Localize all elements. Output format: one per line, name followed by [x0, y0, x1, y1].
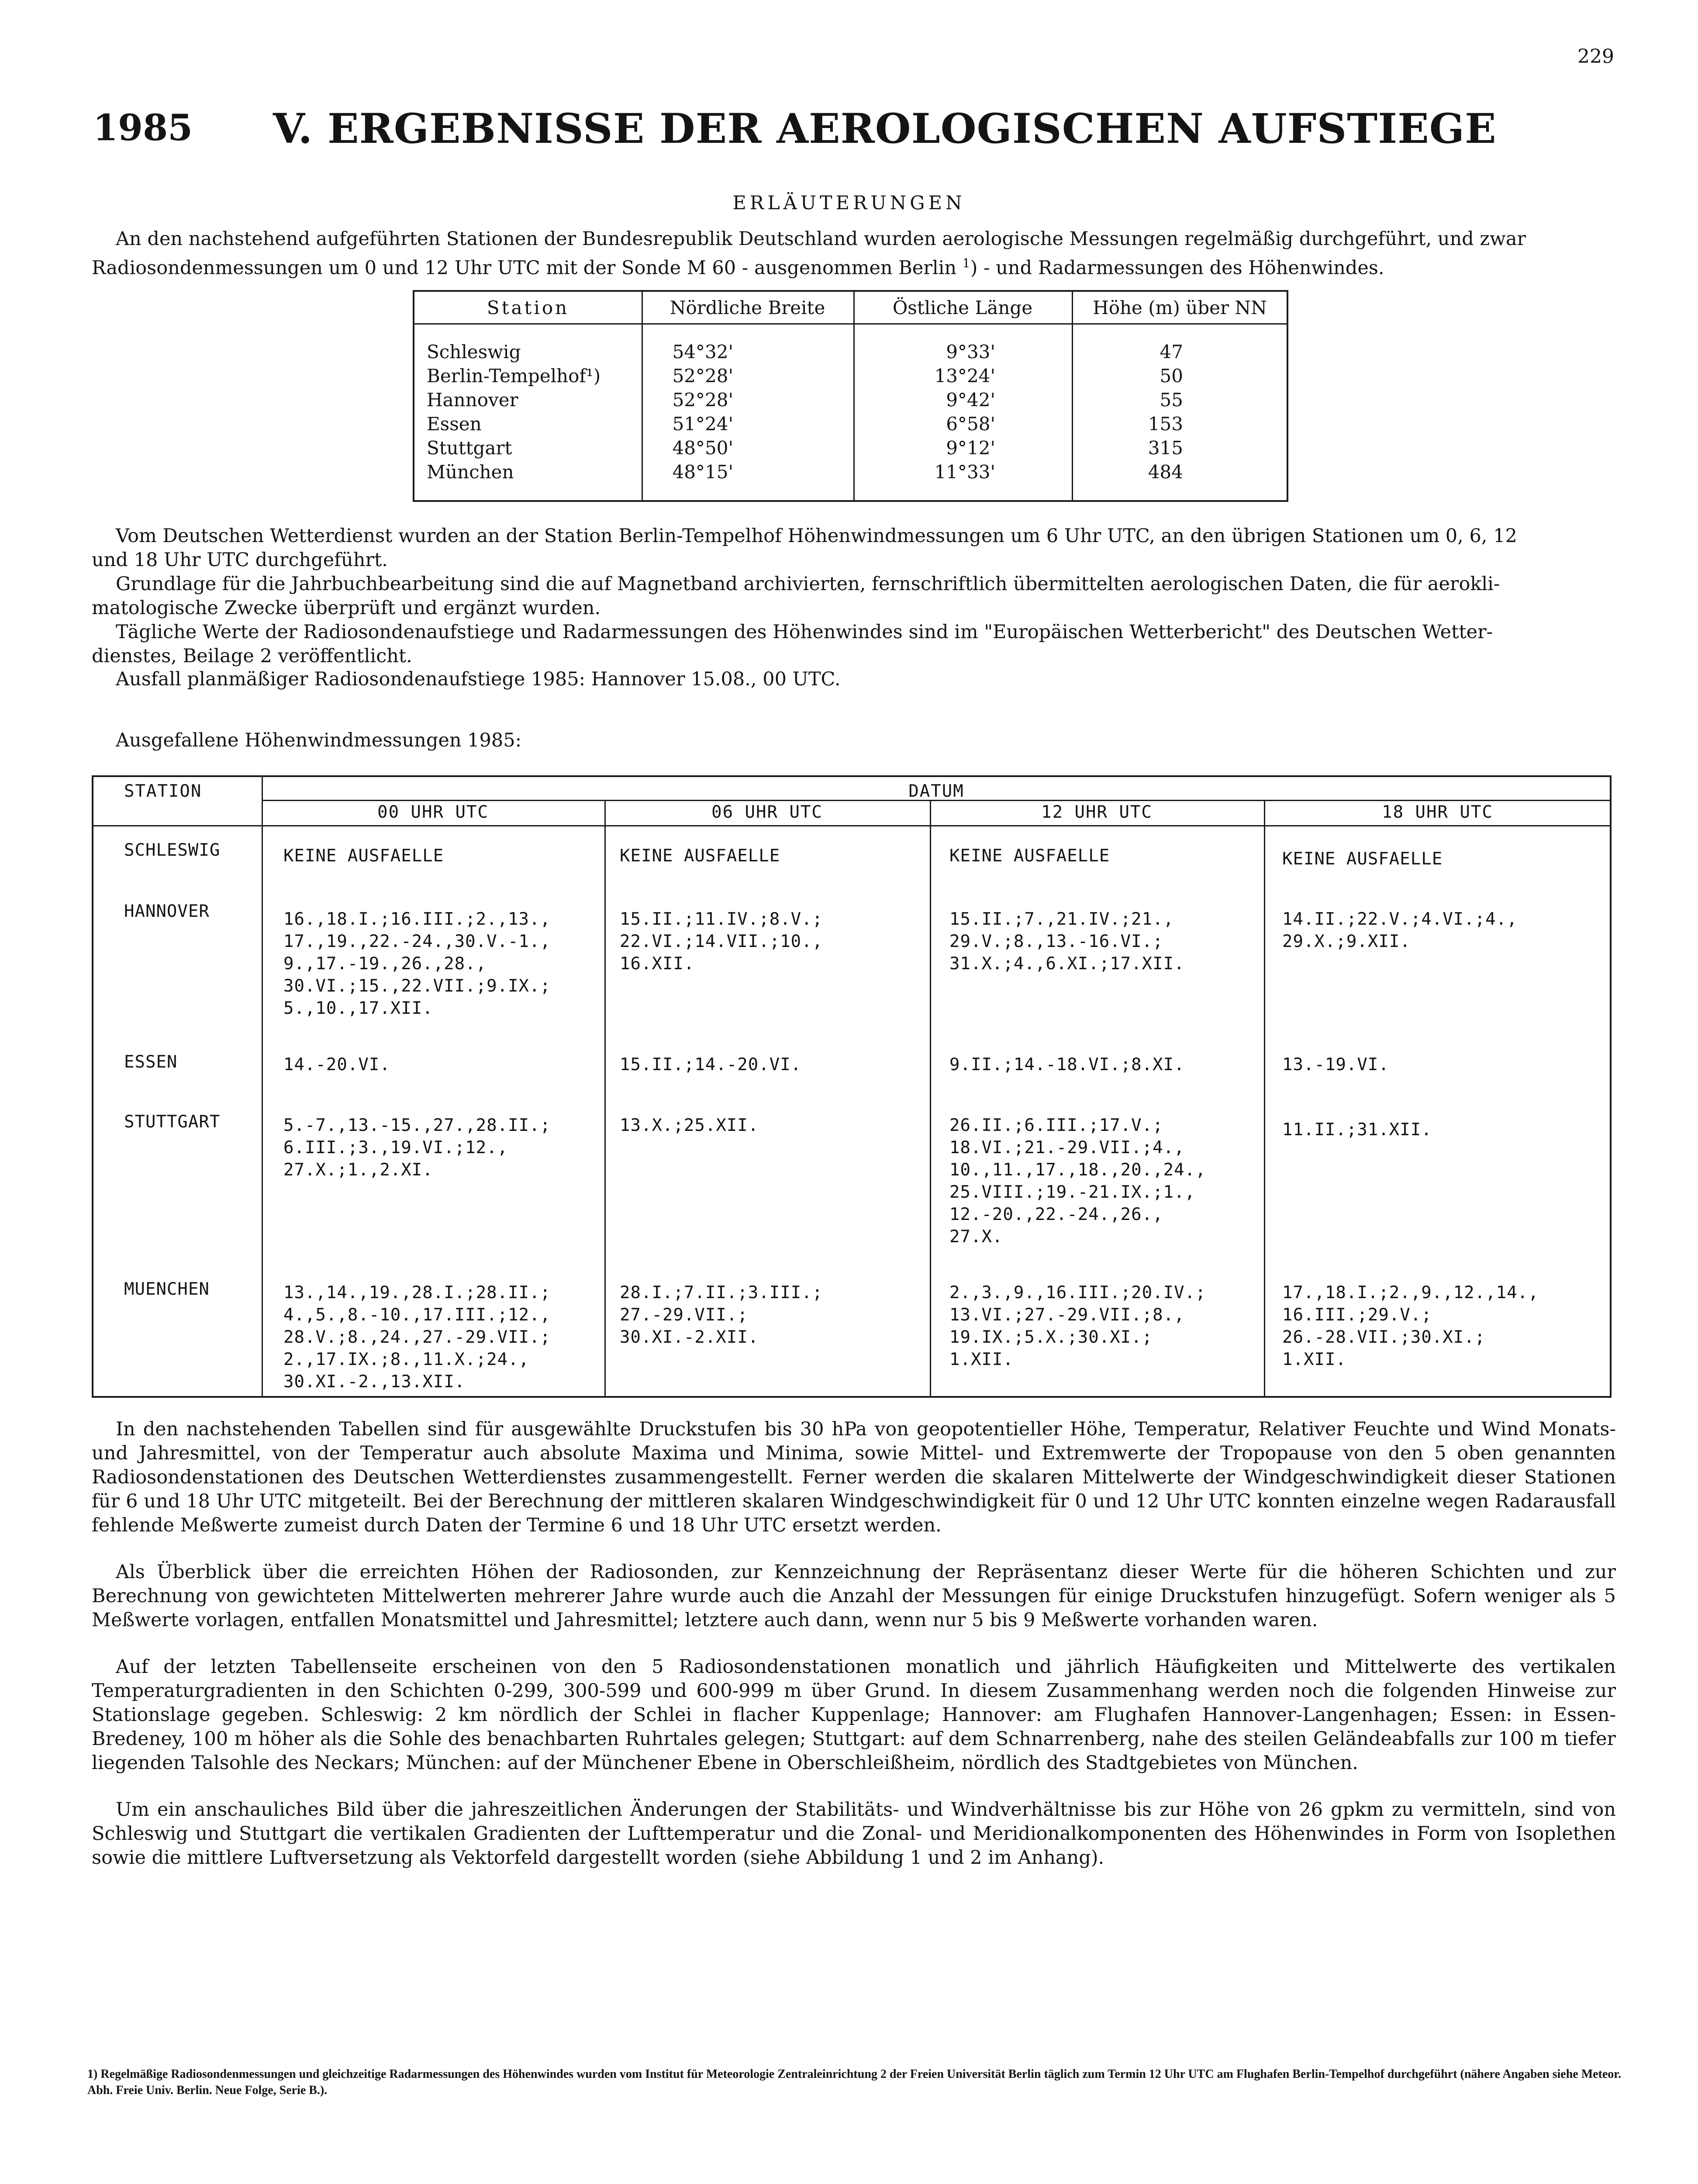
page-number: 229	[1577, 45, 1614, 68]
outage-cell-18: 14.II.;22.V.;4.VI.;4., 29.X.;9.XII.	[1282, 909, 1518, 951]
footnote: 1) Regelmäßige Radiosondenmessungen und gleichzeitige Radarmessungen des Höhenwindes wurden vom Institut für Meteorologie Zentraleinrichtung 2 der Freien Universität Berlin täglich zum Termin 12 Uhr UTC am Flughafen Berlin-Tempelhof durchgeführt (nähere Angaben siehe Meteor. Abh. Freie Univ. Berlin. Neue Folge, Serie B.).	[87, 2067, 1622, 2097]
note-1-line-1: Vom Deutschen Wetterdienst wurden an der Station Berlin-Tempelhof Höhenwindmessungen um 6 Uhr UTC, an den übrigen Stationen um 0, 6, 12	[116, 525, 1517, 547]
outage-station: HANNOVER	[124, 902, 210, 921]
outage-header-12: 12 UHR UTC	[1041, 802, 1153, 822]
outage-cell-12: 15.II.;7.,21.IV.;21., 29.V.;8.,13.-16.VI.; 31.X.;4.,6.XI.;17.XII.	[949, 909, 1185, 974]
outage-cell-18: 17.,18.I.;2.,9.,12.,14., 16.III.;29.V.; 26.-28.VII.;30.XI.; 1.XII.	[1282, 1283, 1539, 1369]
bottom-paragraph-4: Um ein anschauliches Bild über die jahreszeitlichen Änderungen der Stabilitäts- und Windverhältnisse bis zur Höhe von 26 gpkm zu vermitteln, sind von Schleswig und Stuttgart die vertikalen Gradienten der Lufttemperatur und die Zonal- und Meridionalkomponenten des Höhenwindes in Form von Isoplethen sowie die mittlere Luftversetzung als Vektorfeld dargestellt worden (siehe Abbildung 1 und 2 im Anhang).	[92, 1799, 1616, 1869]
outage-cell-12: KEINE AUSFAELLE	[949, 846, 1110, 866]
section-heading: ERLÄUTERUNGEN	[732, 192, 966, 214]
bottom-paragraph-3: Auf der letzten Tabellenseite erscheinen von den 5 Radiosondenstationen monatlich und jährlich Häufigkeiten und Mittelwerte des vertikalen Temperaturgradienten in den Schichten 0-299, 300-599 und 600-999 m über Grund. In diesem Zusammenhang werden noch die folgenden Hinweise zur Stationslage gegeben. Schleswig: 2 km nördlich der Schlei in flacher Kuppenlage; Hannover: am Flughafen Hannover-Langenhagen; Essen: in Essen-Bredeney, 100 m höher als die Sohle des benachbarten Ruhrtales gelegen; Stuttgart: auf dem Schnarrenberg, nahe des steilen Geländeabfalls zur 100 m tiefer liegenden Talsohle des Neckars; München: auf der Münchener Ebene in Oberschleißheim, nördlich des Stadtgebietes von München.	[92, 1656, 1616, 1774]
station-hoehe: 47	[1160, 341, 1183, 363]
outage-header-station: STATION	[124, 781, 202, 801]
station-name: Berlin-Tempelhof¹)	[427, 365, 601, 387]
outage-station: MUENCHEN	[124, 1279, 210, 1299]
outage-header-00: 00 UHR UTC	[377, 802, 489, 822]
note-2-line-1: Grundlage für die Jahrbuchbearbeitung sind die auf Magnetband archivierten, fernschriftlich übermittelten aerologischen Daten, die für aerokli-	[116, 573, 1500, 595]
ausfall-planmaessig: Ausfall planmäßiger Radiosondenaufstiege 1985: Hannover 15.08., 00 UTC.	[116, 668, 841, 690]
header-station: Station	[487, 297, 569, 318]
station-name: Essen	[427, 413, 482, 435]
note-3-line-1: Tägliche Werte der Radiosondenaufstiege und Radarmessungen des Höhenwindes sind im "Europäischen Wetterbericht" des Deutschen Wetter-	[116, 621, 1493, 643]
outage-cell-06: 13.X.;25.XII.	[620, 1116, 759, 1135]
outage-cell-00: KEINE AUSFAELLE	[283, 846, 444, 866]
station-laenge: 6°58'	[946, 413, 995, 435]
intro-paragraph	[92, 227, 1603, 280]
outage-cell-00: 14.-20.VI.	[283, 1055, 390, 1075]
ausgefallen-heading: Ausgefallene Höhenwindmessungen 1985:	[116, 729, 522, 751]
station-breite: 48°15'	[672, 461, 733, 483]
outage-header-datum: DATUM	[908, 781, 964, 801]
note-2-line-2: matologische Zwecke überprüft und ergänzt wurden.	[92, 597, 601, 619]
header-breite: Nördliche Breite	[670, 297, 825, 318]
outage-station: ESSEN	[124, 1052, 178, 1072]
station-name: Stuttgart	[427, 437, 512, 459]
station-breite: 52°28'	[672, 389, 733, 411]
outage-cell-18: 13.-19.VI.	[1282, 1055, 1389, 1075]
station-laenge: 9°42'	[946, 389, 995, 411]
station-hoehe: 55	[1160, 389, 1183, 411]
station-laenge: 11°33'	[934, 461, 995, 483]
intro-line-2-a: Radiosondenmessungen um 0 und 12 Uhr UTC mit der Sonde M 60 - ausgenommen Berlin	[92, 257, 957, 279]
outage-station: STUTTGART	[124, 1112, 221, 1132]
page-title: V. ERGEBNISSE DER AEROLOGISCHEN AUFSTIEGE	[273, 105, 1497, 153]
station-laenge: 9°33'	[946, 341, 995, 363]
bottom-paragraph-2: Als Überblick über die erreichten Höhen der Radiosonden, zur Kennzeichnung der Repräsentanz dieser Werte für die höheren Schichten und zur Berechnung von gewichteten Mittelwerten mehrerer Jahre wurde auch die Anzahl der Messungen für einige Druckstufen hinzugefügt. Sofern weniger als 5 Meßwerte vorlagen, entfallen Monatsmittel und Jahresmittel; letztere auch dann, wenn nur 5 bis 9 Meßwerte vorhanden waren.	[92, 1561, 1616, 1631]
station-breite: 51°24'	[672, 413, 733, 435]
outage-cell-06: KEINE AUSFAELLE	[620, 846, 780, 866]
station-hoehe: 315	[1148, 437, 1183, 459]
outage-cell-18: 11.II.;31.XII.	[1282, 1120, 1432, 1140]
station-hoehe: 484	[1148, 461, 1183, 483]
note-1-line-2: und 18 Uhr UTC durchgeführt.	[92, 549, 388, 571]
outage-header-18: 18 UHR UTC	[1382, 802, 1493, 822]
bottom-paragraphs	[92, 1417, 1616, 1893]
note-3-line-2: dienstes, Beilage 2 veröffentlicht.	[92, 645, 412, 667]
station-hoehe: 153	[1148, 413, 1183, 435]
station-hoehe: 50	[1160, 365, 1183, 387]
header-hoehe: Höhe (m) über NN	[1093, 297, 1267, 318]
notes-paragraphs	[92, 524, 1616, 668]
footnote-marker: 1	[962, 256, 970, 270]
station-laenge: 13°24'	[934, 365, 995, 387]
bottom-paragraph-1: In den nachstehenden Tabellen sind für ausgewählte Druckstufen bis 30 hPa von geopotentieller Höhe, Temperatur, Relativer Feuchte und Wind Monats- und Jahresmittel, von der Temperatur auch absolute Maxima und Minima, sowie Mittel- und Extremwerte der Tropopause von den 5 oben genannten Radiosondenstationen des Deutschen Wetterdienstes zusammengestellt. Ferner werden die skalaren Mittelwerte der Windgeschwindigkeit dieser Stationen für 6 und 18 Uhr UTC mitgeteilt. Bei der Berechnung der mittleren skalaren Windgeschwindigkeit für 0 und 12 Uhr UTC konnten einzelne wegen Radarausfall fehlende Meßwerte zumeist durch Daten der Termine 6 und 18 Uhr UTC ersetzt werden.	[92, 1418, 1616, 1536]
outage-cell-18: KEINE AUSFAELLE	[1282, 849, 1443, 869]
outage-cell-12: 2.,3.,9.,16.III.;20.IV.; 13.VI.;27.-29.VII.;8., 19.IX.;5.X.;30.XI.; 1.XII.	[949, 1283, 1206, 1369]
station-name: Hannover	[427, 389, 518, 411]
station-breite: 48°50'	[672, 437, 733, 459]
station-name: München	[427, 461, 514, 483]
outage-header-06: 06 UHR UTC	[711, 802, 823, 822]
outage-cell-00: 13.,14.,19.,28.I.;28.II.; 4.,5.,8.-10.,17.III.;12., 28.V.;8.,24.,27.-29.VII.; 2.,17.IX.;8.,11.X.;24., 30.XI.-2.,13.XII.	[283, 1283, 551, 1392]
header-laenge: Östliche Länge	[892, 297, 1033, 318]
outage-station: SCHLESWIG	[124, 840, 221, 860]
station-table	[413, 290, 1288, 502]
station-breite: 52°28'	[672, 365, 733, 387]
outage-cell-00: 16.,18.I.;16.III.;2.,13., 17.,19.,22.-24.,30.V.-1., 9.,17.-19.,26.,28., 30.VI.;15.,22.VII.;9.IX.; 5.,10.,17.XII.	[283, 909, 551, 1018]
outage-cell-00: 5.-7.,13.-15.,27.,28.II.; 6.III.;3.,19.VI.;12., 27.X.;1.,2.XI.	[283, 1116, 551, 1180]
station-laenge: 9°12'	[946, 437, 995, 459]
intro-line-2-b: ) - und Radarmessungen des Höhenwindes.	[970, 257, 1384, 279]
outage-cell-06: 15.II.;14.-20.VI.	[620, 1055, 802, 1075]
station-name: Schleswig	[427, 341, 521, 363]
outage-cell-12: 26.II.;6.III.;17.V.; 18.VI.;21.-29.VII.;4., 10.,11.,17.,18.,20.,24., 25.VIII.;19.-21.IX.;1., 12.-20.,22.-24.,26., 27.X.	[949, 1116, 1206, 1247]
intro-line-2	[92, 251, 1603, 280]
intro-line-1: An den nachstehend aufgeführten Stationen der Bundesrepublik Deutschland wurden aerologische Messungen regelmäßig durchgeführt, und zwar	[116, 228, 1526, 250]
outage-cell-06: 28.I.;7.II.;3.III.; 27.-29.VII.; 30.XI.-2.XII.	[620, 1283, 823, 1347]
outage-table	[92, 775, 1612, 1398]
outage-cell-06: 15.II.;11.IV.;8.V.; 22.VI.;14.VII.;10., 16.XII.	[620, 909, 823, 974]
year-label: 1985	[93, 107, 193, 149]
outage-cell-12: 9.II.;14.-18.VI.;8.XI.	[949, 1055, 1185, 1075]
station-breite: 54°32'	[672, 341, 733, 363]
